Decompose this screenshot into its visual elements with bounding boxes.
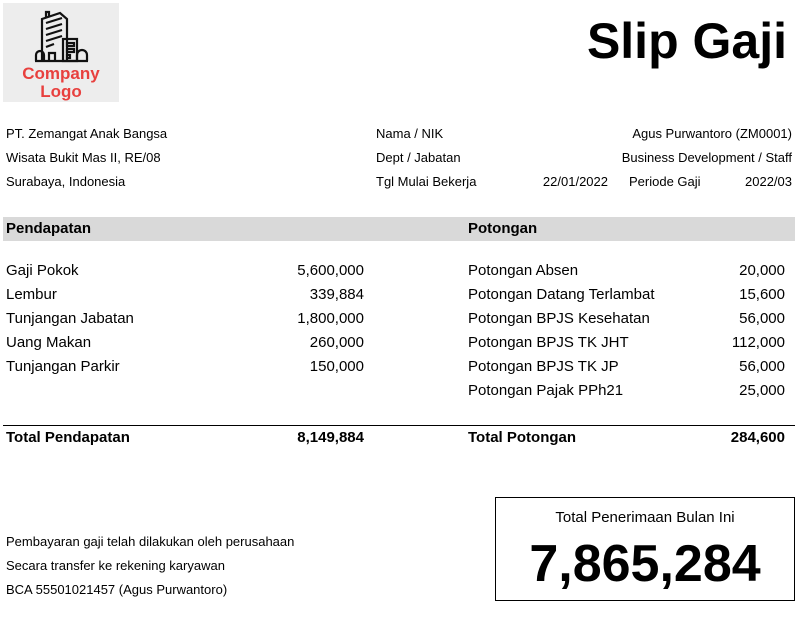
totals-divider xyxy=(3,425,795,426)
line-item-label: Potongan BPJS TK JHT xyxy=(468,334,629,351)
note-2: Secara transfer ke rekening karyawan xyxy=(6,558,225,573)
net-pay-value: 7,865,284 xyxy=(529,535,761,593)
income-total-value: 8,149,884 xyxy=(297,429,364,446)
company-address: Wisata Bukit Mas II, RE/08 xyxy=(6,150,161,165)
logo-line2: Logo xyxy=(40,82,82,101)
line-item-label: Tunjangan Parkir xyxy=(6,358,120,375)
line-item-value: 112,000 xyxy=(731,334,785,351)
income-header: Pendapatan xyxy=(6,220,92,237)
note-3: BCA 55501021457 (Agus Purwantoro) xyxy=(6,582,228,597)
period-label: Periode Gaji xyxy=(629,174,701,189)
note-1: Pembayaran gaji telah dilakukan oleh perusahaan xyxy=(6,534,295,549)
line-item-label: Uang Makan xyxy=(6,334,92,351)
name-label: Nama / NIK xyxy=(376,126,444,141)
company-logo xyxy=(3,3,119,102)
line-item-label: Gaji Pokok xyxy=(6,262,79,279)
line-item-label: Potongan Pajak PPh21 xyxy=(468,382,624,399)
line-item-label: Lembur xyxy=(6,286,57,303)
line-item-label: Tunjangan Jabatan xyxy=(6,310,134,327)
logo-line1: Company xyxy=(22,64,100,83)
line-item-value: 339,884 xyxy=(309,286,364,303)
line-item-value: 15,600 xyxy=(739,286,785,303)
line-item-label: Potongan BPJS TK JP xyxy=(468,358,619,375)
page-title: Slip Gaji xyxy=(586,13,787,69)
line-item-value: 260,000 xyxy=(309,334,364,351)
start-date-label: Tgl Mulai Bekerja xyxy=(376,174,477,189)
line-item-value: 25,000 xyxy=(739,382,785,399)
logo-text xyxy=(3,65,119,101)
dept-value: Business Development / Staff xyxy=(621,150,792,165)
line-item-value: 5,600,000 xyxy=(297,262,364,279)
line-item-label: Potongan Datang Terlambat xyxy=(468,286,655,303)
company-name: PT. Zemangat Anak Bangsa xyxy=(6,126,168,141)
net-pay-box xyxy=(495,497,795,601)
line-item-label: Potongan BPJS Kesehatan xyxy=(468,310,650,327)
line-item-value: 1,800,000 xyxy=(297,310,364,327)
company-city: Surabaya, Indonesia xyxy=(6,174,126,189)
dept-label: Dept / Jabatan xyxy=(376,150,461,165)
line-item-value: 56,000 xyxy=(739,310,785,327)
line-item-value: 150,000 xyxy=(309,358,364,375)
line-item-label: Potongan Absen xyxy=(468,262,579,279)
period-value: 2022/03 xyxy=(745,174,792,189)
income-total-label: Total Pendapatan xyxy=(6,429,130,446)
net-pay-label: Total Penerimaan Bulan Ini xyxy=(555,509,735,526)
building-icon xyxy=(33,9,89,63)
deductions-header: Potongan xyxy=(468,220,538,237)
deductions-total-label: Total Potongan xyxy=(468,429,577,446)
section-header-band xyxy=(3,217,795,241)
start-date-value: 22/01/2022 xyxy=(542,174,608,189)
line-item-value: 20,000 xyxy=(739,262,785,279)
name-value: Agus Purwantoro (ZM0001) xyxy=(632,126,792,141)
line-item-value: 56,000 xyxy=(739,358,785,375)
deductions-total-value: 284,600 xyxy=(730,429,785,446)
